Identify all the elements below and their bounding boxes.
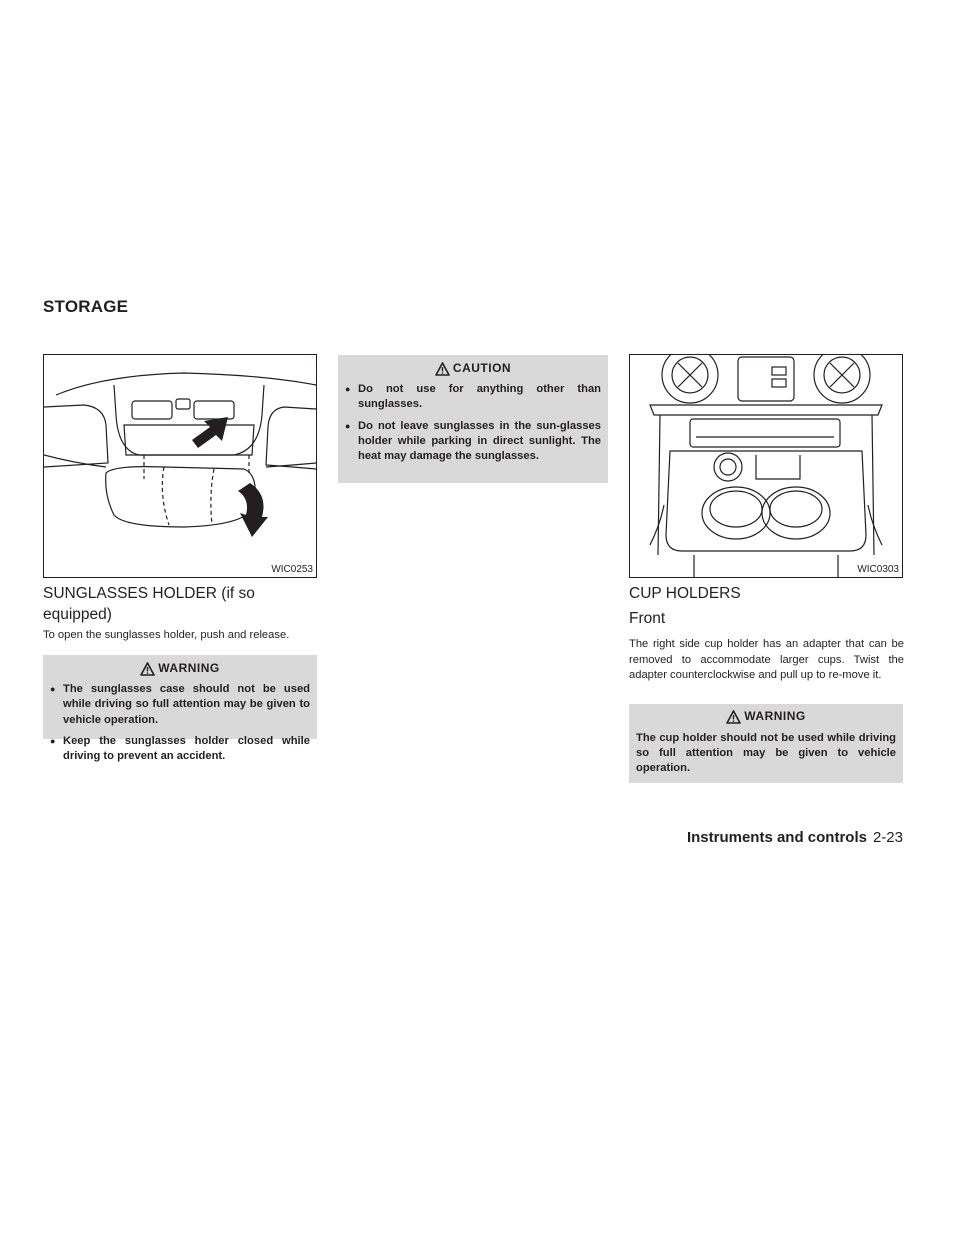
footer-section: Instruments and controls bbox=[686, 829, 867, 846]
caution-icon bbox=[435, 362, 450, 376]
sunglasses-holder-figure bbox=[43, 354, 317, 578]
figure-code: WIC0253 bbox=[271, 564, 313, 575]
page-number: 2-23 bbox=[872, 829, 903, 846]
warning-header bbox=[50, 661, 310, 676]
caution-header bbox=[345, 361, 601, 376]
sunglasses-body: To open the sunglasses holder, push and release. bbox=[43, 629, 290, 641]
cup-holders-illustration bbox=[630, 355, 902, 577]
warning-item: ● The sunglasses case should not be used while driving so full attention may be given to vehicle operation. bbox=[50, 682, 310, 728]
warning-icon bbox=[726, 710, 741, 724]
warning-item: ● Keep the sunglasses holder closed while driving to prevent an accident. bbox=[50, 734, 310, 764]
sunglasses-holder-illustration bbox=[44, 355, 316, 577]
cup-holders-body: The right side cup holder has an adapter that can be removed to accommodate larger cups. Twist the adapter counterclockwise and pull up to re-move it. bbox=[629, 638, 904, 682]
figure-code: WIC0303 bbox=[857, 564, 899, 575]
cup-holders-heading: CUP HOLDERS bbox=[629, 585, 741, 602]
page-footer bbox=[687, 829, 903, 846]
cup-holders-figure bbox=[629, 354, 903, 578]
caution-item: ● Do not use for anything other than sunglasses. bbox=[345, 382, 601, 412]
warning-header bbox=[636, 709, 896, 724]
caution-title: CAUTION bbox=[452, 361, 512, 375]
warning-title: WARNING bbox=[158, 661, 220, 675]
caution-item: ● Do not leave sunglasses in the sun-glasses holder while parking in direct sunlight. The heat may damage the sunglasses. bbox=[345, 419, 601, 465]
cup-holders-warning-text: The cup holder should not be used while driving so full attention may be given to vehicle operation. bbox=[629, 731, 903, 783]
caution-box bbox=[338, 355, 608, 483]
warning-icon bbox=[140, 662, 155, 676]
warning-title: WARNING bbox=[744, 709, 806, 723]
front-subheading: Front bbox=[629, 610, 666, 627]
section-title: STORAGE bbox=[43, 297, 129, 316]
sunglasses-heading: SUNGLASSES HOLDER (if so equipped) bbox=[43, 585, 255, 623]
sunglasses-warning-box bbox=[43, 655, 317, 763]
